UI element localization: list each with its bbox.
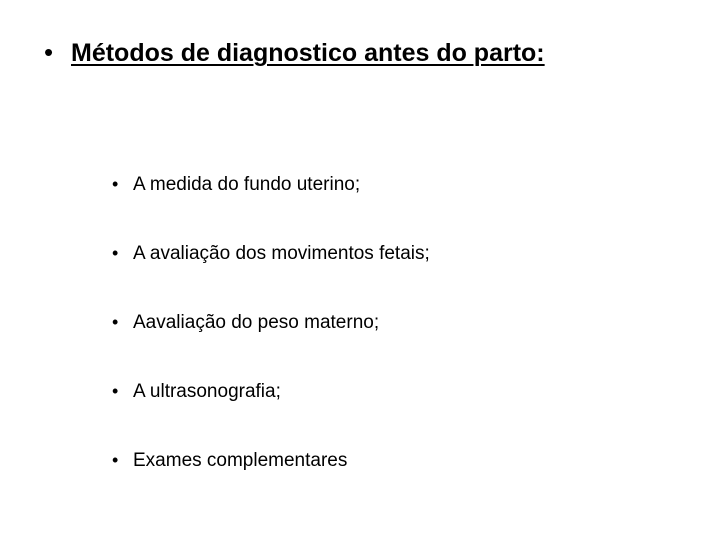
- bullet-icon: •: [112, 312, 119, 332]
- list-item: [112, 168, 430, 237]
- bullet-list: [112, 168, 430, 513]
- list-item: [112, 375, 430, 444]
- slide-title: Métodos de diagnostico antes do parto:: [71, 39, 545, 67]
- list-item-text: A avaliação dos movimentos fetais;: [133, 243, 430, 264]
- title-bullet-icon: •: [44, 37, 54, 67]
- list-item: [112, 444, 430, 513]
- list-item-text: Exames complementares: [133, 450, 348, 471]
- list-item-text: A ultrasonografia;: [133, 381, 281, 402]
- bullet-icon: •: [112, 381, 119, 401]
- bullet-icon: •: [112, 174, 119, 194]
- list-item: [112, 306, 430, 375]
- slide-title-row: [44, 32, 545, 73]
- list-item-text: Aavaliação do peso materno;: [133, 312, 380, 333]
- bullet-icon: •: [112, 450, 119, 470]
- bullet-icon: •: [112, 243, 119, 263]
- list-item: [112, 237, 430, 306]
- list-item-text: A medida do fundo uterino;: [133, 174, 361, 195]
